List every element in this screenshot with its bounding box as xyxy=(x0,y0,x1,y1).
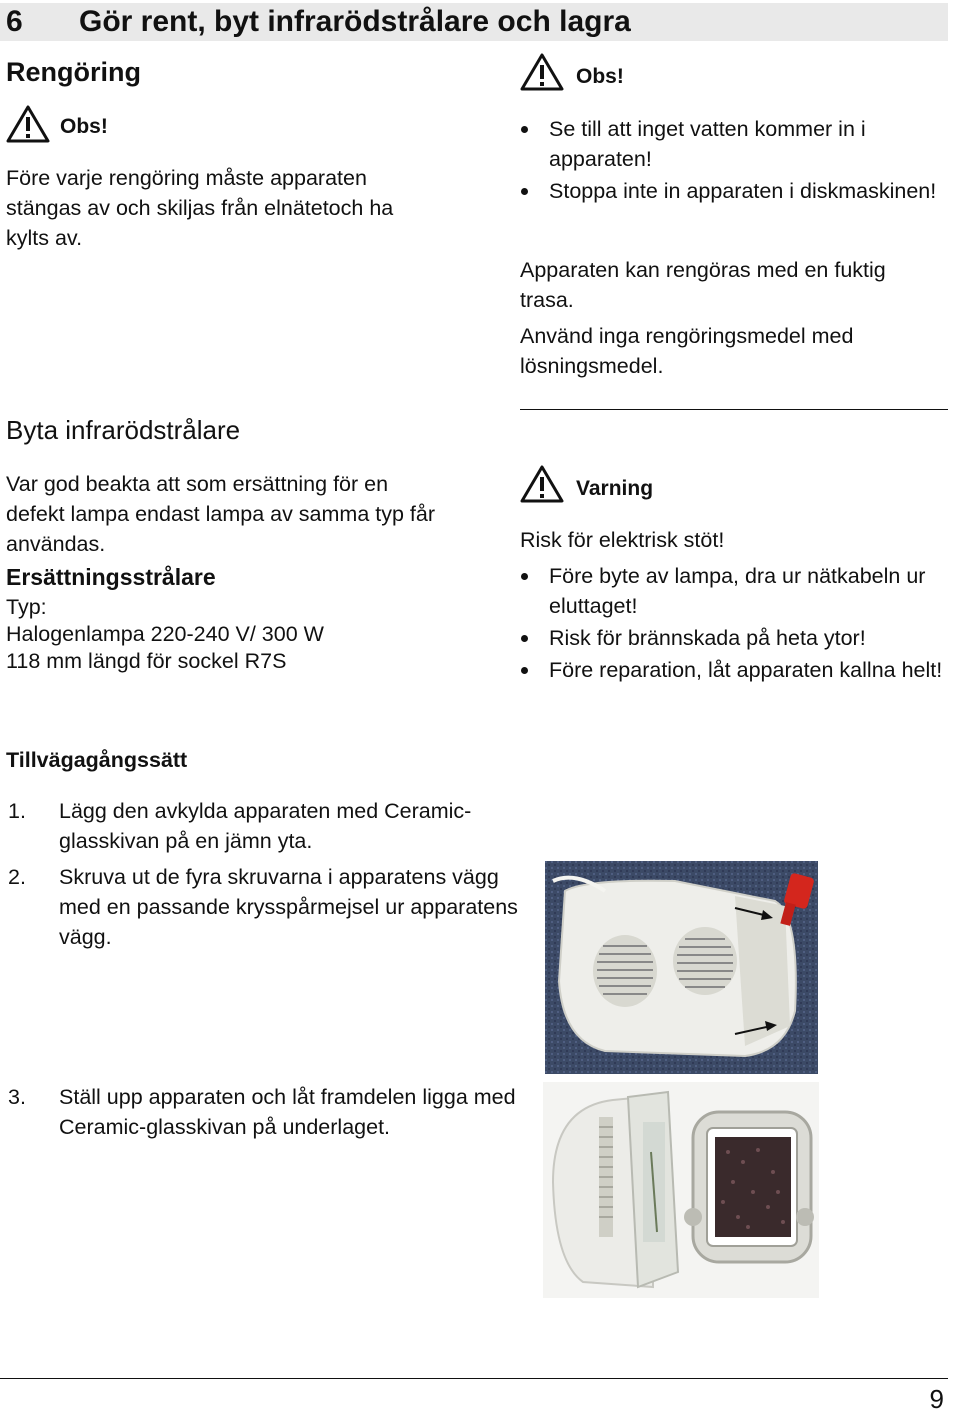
warning-triangle-icon xyxy=(520,52,564,92)
heater-open-photo xyxy=(543,1082,819,1298)
warning-bullet-list xyxy=(519,561,959,687)
list-item: Före reparation, låt apparaten kallna helt! xyxy=(519,655,959,685)
procedure-steps-continued xyxy=(4,1082,524,1148)
spec-line: Halogenlampa 220-240 V/ 300 W xyxy=(6,622,324,646)
cleaning-paragraph: Använd inga rengöringsmedel med lösningsmedel. xyxy=(520,324,854,378)
cleaning-bullet-list xyxy=(519,114,939,208)
step-text: Ställ upp apparaten och låt framdelen ligga med Ceramic-glasskivan på underlaget. xyxy=(59,1085,516,1139)
step-text: Skruva ut de fyra skruvarna i apparatens vägg med en passande krysspårmejsel ur apparatens vägg. xyxy=(59,865,518,949)
spec-line: 118 mm längd för sockel R7S xyxy=(6,649,287,673)
notice-label: Obs! xyxy=(60,115,108,138)
list-item: Se till att inget vatten kommer in i apparaten! xyxy=(519,114,939,174)
cleaning-paragraph: Apparaten kan rengöras med en fuktig trasa. xyxy=(520,258,886,312)
list-item: Risk för brännskada på heta ytor! xyxy=(519,623,959,653)
heater-screws-photo xyxy=(545,861,818,1074)
replace-heading: Byta infrarödstrålare xyxy=(6,415,241,445)
spare-heading: Ersättningsstrålare xyxy=(6,564,216,590)
warning-label: Varning xyxy=(576,477,654,500)
notice-label: Obs! xyxy=(576,65,624,88)
warning-text: Risk för elektrisk stöt! xyxy=(520,528,725,552)
list-item: Stoppa inte in apparaten i diskmaskinen! xyxy=(519,176,939,206)
footer-divider xyxy=(0,1378,948,1379)
warning-triangle-icon xyxy=(6,104,50,144)
procedure-steps xyxy=(4,796,544,958)
cleaning-notice-text: Före varje rengöring måste apparaten stängas av och skiljas från elnätetoch ha kylts av. xyxy=(6,166,394,250)
step-item xyxy=(4,862,544,952)
section-divider xyxy=(520,409,948,410)
replace-intro: Var god beakta att som ersättning för en defekt lampa endast lampa av samma typ får användas. xyxy=(6,472,436,556)
cleaning-notice xyxy=(6,104,426,148)
list-item: Före byte av lampa, dra ur nätkabeln ur eluttaget! xyxy=(519,561,959,621)
step-text: Lägg den avkylda apparaten med Ceramic-glasskivan på en jämn yta. xyxy=(59,799,472,853)
chapter-title: Gör rent, byt infrarödstrålare och lagra xyxy=(79,5,631,38)
cleaning-heading: Rengöring xyxy=(6,57,141,87)
type-label: Typ: xyxy=(6,595,47,619)
step-number: 3. xyxy=(8,1085,26,1109)
step-item xyxy=(4,1082,524,1142)
warning-triangle-icon xyxy=(520,464,564,504)
page-number: 9 xyxy=(929,1384,944,1414)
cleaning-notice-2 xyxy=(520,52,940,96)
step-number: 1. xyxy=(8,799,26,823)
step-item xyxy=(4,796,544,856)
step-number: 2. xyxy=(8,865,26,889)
procedure-heading: Tillvägagångssätt xyxy=(6,748,188,772)
chapter-number: 6 xyxy=(6,5,23,38)
warning-notice xyxy=(520,464,940,508)
